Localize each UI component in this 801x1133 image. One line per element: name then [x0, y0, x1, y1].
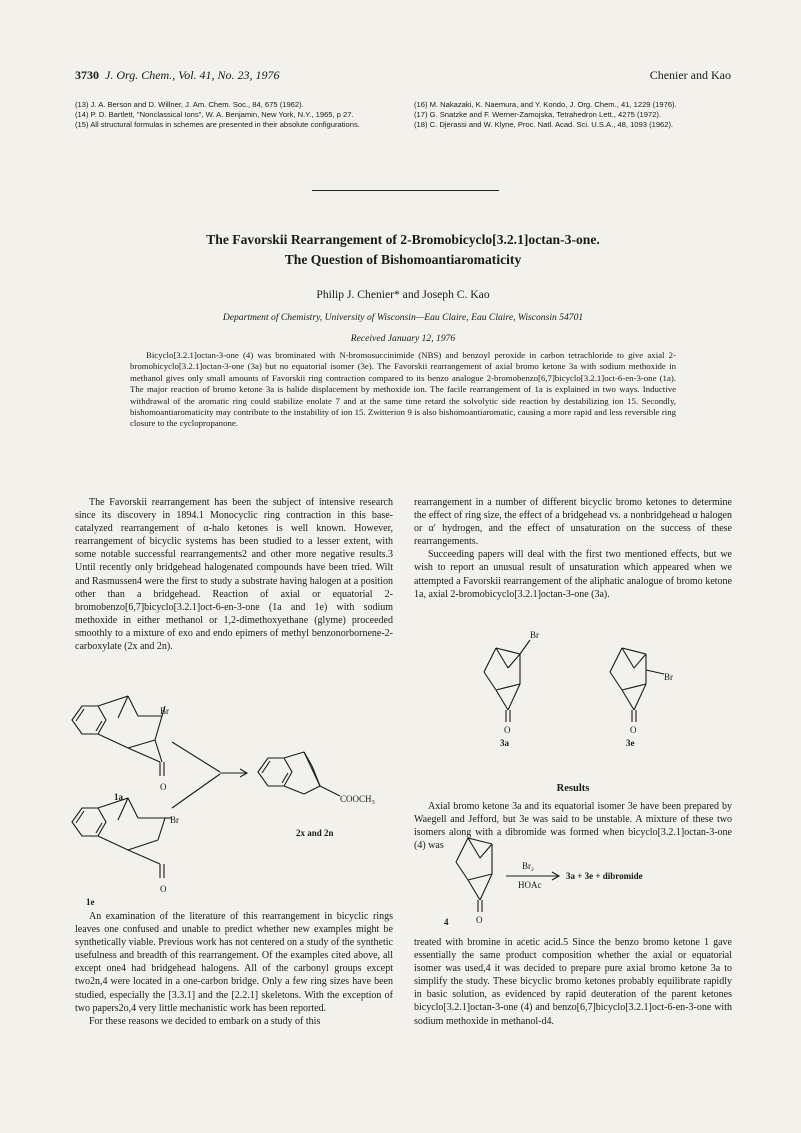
oxygen-label-3a: O [504, 725, 511, 735]
paragraph-continued: rearrangement in a number of different bicyclic bromo ketones to determine the effect of ring size, the effect of a bridgehead vs. a nonbridgehead α halogen or α′ hydrogen, and the effect of unsaturation on the success of these rearrangements. [414, 497, 732, 548]
scheme-3a-3e-structures [484, 640, 664, 722]
page-number: 3730 [75, 68, 99, 82]
compound-label-4: 4 [444, 917, 449, 927]
reference-18: (18) C. Djerassi and W. Klyne, Proc. Natl. Acad. Sci. U.S.A., 48, 1093 (1962). [414, 120, 674, 130]
running-authors: Chenier and Kao [649, 68, 731, 82]
oxygen-label-4: O [476, 915, 483, 925]
compound-label-1e: 1e [86, 897, 95, 907]
scheme-3a-3e-labels [500, 630, 673, 748]
author-list: Philip J. Chenier* and Joseph C. Kao [316, 288, 490, 301]
bromination-products: 3a + 3e + dibromide [566, 871, 643, 881]
scheme-left-structures [72, 696, 340, 878]
results-heading: Results [556, 783, 590, 794]
title-line-2: The Question of Bishomoantiaromaticity [284, 252, 522, 267]
reference-16: (16) M. Nakazaki, K. Naemura, and Y. Kondo, J. Org. Chem., 41, 1229 (1976). [414, 100, 677, 109]
oxygen-label-1e: O [160, 884, 167, 894]
received-date: Received January 12, 1976 [350, 333, 456, 344]
ester-label: $COOCH_3$ [340, 794, 375, 806]
journal-citation: J. Org. Chem., Vol. 41, No. 23, 1976 [105, 68, 280, 82]
compound-label-1a: 1a [114, 792, 123, 802]
br-label-1a: Br [160, 706, 169, 716]
reference-13: (13) J. A. Berson and D. Willner, J. Am. Chem. Soc., 84, 675 (1962). [75, 100, 304, 109]
paragraph-results: Axial bromo ketone 3a and its equatorial isomer 3e have been prepared by Waegell and Jefford, but 3e was said to be unstable. A mixture of these two isomers along with a dibromide was formed when bicyclo[3.2.1]octan-3-one (4) was [414, 801, 732, 852]
scheme-4-labels [444, 861, 643, 927]
reference-14: (14) P. D. Bartlett, "Nonclassical Ions", W. A. Benjamin, New York, N.Y., 1965, p 27. [75, 110, 354, 120]
oxygen-label-1a: O [160, 782, 167, 792]
title-line-1: The Favorskii Rearrangement of 2-Bromobicyclo[3.2.1]octan-3-one. [206, 232, 600, 247]
oxygen-label-3e: O [630, 725, 637, 735]
br-label-3a: Br [530, 630, 539, 640]
compound-label-3a: 3a [500, 738, 509, 748]
compound-label-3e: 3e [626, 738, 635, 748]
reagent-acetic-acid: HOAc [518, 880, 542, 890]
scheme-left-labels [86, 706, 375, 907]
reagent-bromine: $Br_2$ [522, 861, 534, 873]
reference-15: (15) All structural formulas in schemes are presented in their absolute configurations. [75, 120, 360, 130]
br-label-1e: Br [170, 815, 179, 825]
paragraph-reasons: For these reasons we decided to embark on a study of this [89, 1015, 321, 1027]
br-label-3e: Br [664, 672, 673, 682]
paragraph-literature: An examination of the literature of this rearrangement in bicyclic rings leaves one confused and unable to predict whether new examples might be synthetically viable. Previous work has not centered on a study of the synthetic usefulness and breadth of this rearrangement. Of the examples cited above, all except one4 had bridgehead halogens. All of the carbonyl groups except two2n,4 were located in a one-carbon bridge. Only a few ring sizes have been studied, especially the [3.3.1] and the [2.2.1] skeletons. With the exception of two papers2o,4 very little mechanistic work has been reported. [75, 911, 393, 1014]
product-label-2x-2n: 2x and 2n [296, 828, 334, 838]
paragraph-succeeding: Succeeding papers will deal with the first two mentioned effects, but we wish to report an unusual result of unsaturation which appeared when we attempted a Favorskii rearrangement of the aliphatic analogue of bromo ketone 1a, axial 2-bromobicyclo[3.2.1]octan-3-one (3a). [414, 549, 732, 600]
paragraph-intro: The Favorskii rearrangement has been the subject of intensive research since its discovery in 1894.1 Monocyclic ring contraction in this base-catalyzed rearrangement of α-halo ketones is well known. However, rearrangement of bicyclic systems has been studied to a lesser extent, with some notable successful rearrangements2 and other more negative results.3 Until recently only bridgehead halogenated compounds have been tried. Wilt and Rasmussen4 were the first to study a substrate having halogen at a position other than a bridgehead. Reaction of axial or equatorial 2-bromobenzo[6,7]bicyclo[3.2.1]oct-6-en-3-one (1a and 1e) with sodium methoxide in either methanol or 1,2-dimethoxyethane (glyme) proceeded smoothly to a mixture of exo and endo epimers of methyl benzonorbornene-2-carboxylate (2x and 2n). [75, 497, 393, 653]
affiliation: Department of Chemistry, University of Wisconsin—Eau Claire, Eau Claire, Wisconsin 54701 [222, 312, 584, 323]
scheme-4-structure [456, 838, 559, 912]
paragraph-bromination: treated with bromine in acetic acid.5 Since the benzo bromo ketone 1 gave essentially the same product composition whether the axial or equatorial isomer was used,4 it was decided to prepare pure axial bromo ketone 3a to simplify the study. These bicyclic bromo ketones probably equilibrate rapidly in basic solution, as evidenced by rapid deuteration of the parent ketones bicyclo[3.2.1]octan-3-one (4) and benzo[6,7]bicyclo[3.2.1]oct-6-en-3-one with sodium methoxide in methanol-d4. [414, 937, 732, 1027]
reference-17: (17) G. Snatzke and F. Werner-Zamojska, Tetrahedron Lett., 4275 (1972). [414, 110, 662, 120]
abstract: Bicyclo[3.2.1]octan-3-one (4) was brominated with N-bromosuccinimide (NBS) and benzoyl peroxide in carbon tetrachloride to give axial 2-bromobicyclo[3.2.1]octan-3-one (3a) but no equatorial isomer (3e). The Favorskii rearrangement of axial bromo ketone 3a with sodium methoxide in methanol gives only small amounts of Favorskii ring contraction compared to its benzo analogue 2-bromobenzo[6,7]bicyclo[3.2.1]oct-6-en-3-one (1a). The major reaction of bromo ketone 3a is halide displacement by methoxide ion. The facile rearrangement of 1a is explained in two ways. Inductive withdrawal of the aromatic ring could stabilize enolate 7 and at the same time retard the solvolytic side reaction by destabilizing ion 15. Secondly, bishomoantiaromaticity may contribute to the instability of ion 15. Zwitterion 9 is also bishomoantiaromatic, causing a more rapid and less reversible ring closure to the cyclopropanone. [130, 350, 676, 429]
